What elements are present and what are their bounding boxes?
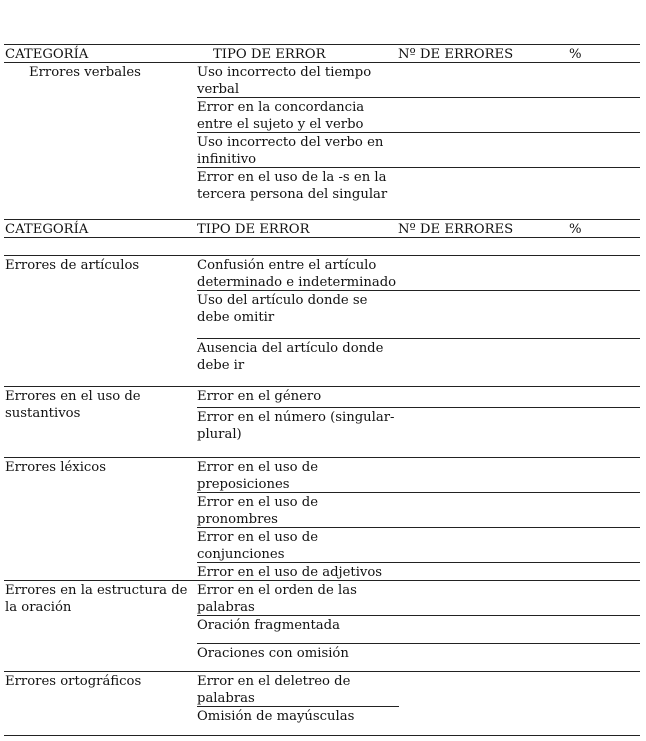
table2-header-count: Nº DE ERRORES	[398, 222, 514, 237]
table2-estructura-row-2	[197, 617, 340, 634]
table2-sustantivos-row-1	[197, 388, 321, 405]
table1-category-verbal: Errores verbales	[29, 65, 141, 80]
table2-articulos-row-1	[197, 257, 396, 291]
table1-row-4	[197, 169, 387, 203]
table2-lexicos-rule-2	[197, 527, 640, 528]
table2-lexicos-row-1-line-2: preposiciones	[197, 477, 290, 492]
table2-lexicos-row-3	[197, 529, 318, 563]
table1-row-1	[197, 64, 371, 98]
table2-bottom-rule	[4, 735, 640, 736]
table2-estructura-row-3-line-1: Oraciones con omisión	[197, 646, 349, 661]
table2-estructura-row-3	[197, 645, 349, 662]
table2-lexicos-row-3-line-1: Error en el uso de	[197, 530, 319, 545]
table2-articulos-row-3	[197, 340, 383, 374]
table2-articulos-row-1-line-2: determinado e indeterminado	[197, 275, 397, 290]
table2-sustantivos-row-2	[197, 409, 395, 443]
table2-category-sustantivos-line-2: sustantivos	[5, 406, 81, 421]
table2-group-rule-3	[4, 580, 640, 581]
table1-row-3-line-2: infinitivo	[197, 152, 257, 167]
table2-sustantivos-row-2-line-2: plural)	[197, 427, 242, 442]
table2-header-error-type: TIPO DE ERROR	[197, 222, 310, 237]
table2-sustantivos-row-1-line-1: Error en el género	[197, 389, 322, 404]
table2-sustantivos-row-2-line-1: Error en el número (singular-	[197, 410, 395, 425]
table2-lexicos-row-2-line-2: pronombres	[197, 512, 278, 527]
table1-row-rule-1	[197, 97, 640, 98]
table1-header-rule	[4, 62, 640, 63]
table2-lexicos-row-3-line-2: conjunciones	[197, 547, 285, 562]
table2-group-rule-4	[4, 671, 640, 672]
table2-lexicos-row-4-line-1: Error en el uso de adjetivos	[197, 565, 383, 580]
table2-lexicos-row-2-line-1: Error en el uso de	[197, 495, 319, 510]
table1-top-rule	[4, 44, 640, 45]
table2-lexicos-row-1	[197, 459, 318, 493]
table2-category-estructura-line-1: Errores en la estructura de	[5, 583, 188, 598]
table2-ortograficos-row-1-line-1: Error en el deletreo de	[197, 674, 351, 689]
table2-category-estructura-line-2: la oración	[5, 600, 72, 615]
table2-lexicos-rule-3	[197, 562, 640, 563]
table2-header-percent: %	[569, 222, 582, 237]
table1-header-percent: %	[569, 47, 582, 62]
table2-ortograficos-row-1	[197, 673, 350, 707]
table2-articulos-row-1-line-1: Confusión entre el artículo	[197, 258, 377, 273]
table1-header-category: CATEGORÍA	[5, 47, 89, 62]
table2-category-articulos-line-1: Errores de artículos	[5, 258, 140, 273]
table2-category-articulos	[5, 257, 139, 274]
table2-articulos-rule-2	[197, 338, 640, 339]
table2-articulos-row-3-line-2: debe ir	[197, 358, 245, 373]
table2-lexicos-row-2	[197, 494, 318, 528]
table2-top-rule	[4, 219, 640, 220]
table2-category-sustantivos-line-1: Errores en el uso de	[5, 389, 141, 404]
table2-articulos-rule-1	[197, 290, 640, 291]
table2-articulos-row-2-line-2: debe omitir	[197, 310, 275, 325]
table1-row-4-line-2: tercera persona del singular	[197, 187, 388, 202]
table2-category-sustantivos	[5, 388, 141, 422]
table2-group-rule-2	[4, 457, 640, 458]
table2-estructura-row-1	[197, 582, 357, 616]
table2-header-category: CATEGORÍA	[5, 222, 89, 237]
table1-header-error-type: TIPO DE ERROR	[213, 47, 326, 62]
table2-header-rule	[4, 237, 640, 238]
table2-group-rule-1	[4, 386, 640, 387]
table2-sustantivos-rule-1	[197, 407, 640, 408]
table1-row-2-line-2: entre el sujeto y el verbo	[197, 117, 364, 132]
table2-category-lexicos-line-1: Errores léxicos	[5, 460, 107, 475]
table2-lexicos-row-1-line-1: Error en el uso de	[197, 460, 319, 475]
table2-articulos-row-2	[197, 292, 367, 326]
table1-row-4-line-1: Error en el uso de la -s en la	[197, 170, 387, 185]
table2-spacer-rule	[4, 255, 640, 256]
table1-row-2	[197, 99, 364, 133]
table1-row-2-line-1: Error en la concordancia	[197, 100, 365, 115]
table2-ortograficos-row-2-line-1: Omisión de mayúsculas	[197, 709, 355, 724]
table2-estructura-rule-2	[197, 643, 640, 644]
table1-header-count: Nº DE ERRORES	[398, 47, 514, 62]
table2-ortograficos-row-2	[197, 708, 354, 725]
table1-row-1-line-1: Uso incorrecto del tiempo	[197, 65, 372, 80]
table2-estructura-rule-1	[197, 615, 640, 616]
table2-lexicos-row-4	[197, 564, 382, 581]
table2-category-ortograficos-line-1: Errores ortográficos	[5, 674, 142, 689]
table2-ortograficos-row-1-line-2: palabras	[197, 691, 255, 706]
table2-category-lexicos	[5, 459, 106, 476]
table2-articulos-row-2-line-1: Uso del artículo donde se	[197, 293, 368, 308]
table2-articulos-row-3-line-1: Ausencia del artículo donde	[197, 341, 384, 356]
table1-row-3	[197, 134, 383, 168]
table2-category-estructura	[5, 582, 187, 616]
table1-row-rule-2	[197, 132, 640, 133]
table2-estructura-row-2-line-1: Oración fragmentada	[197, 618, 340, 633]
table2-estructura-row-1-line-1: Error en el orden de las	[197, 583, 357, 598]
table1-row-rule-3	[197, 167, 640, 168]
table2-estructura-row-1-line-2: palabras	[197, 600, 255, 615]
table2-lexicos-rule-1	[197, 492, 640, 493]
table1-row-1-line-2: verbal	[197, 82, 240, 97]
table2-ortograficos-rule-1	[197, 706, 399, 707]
table2-category-ortograficos	[5, 673, 141, 690]
table1-row-3-line-1: Uso incorrecto del verbo en	[197, 135, 384, 150]
